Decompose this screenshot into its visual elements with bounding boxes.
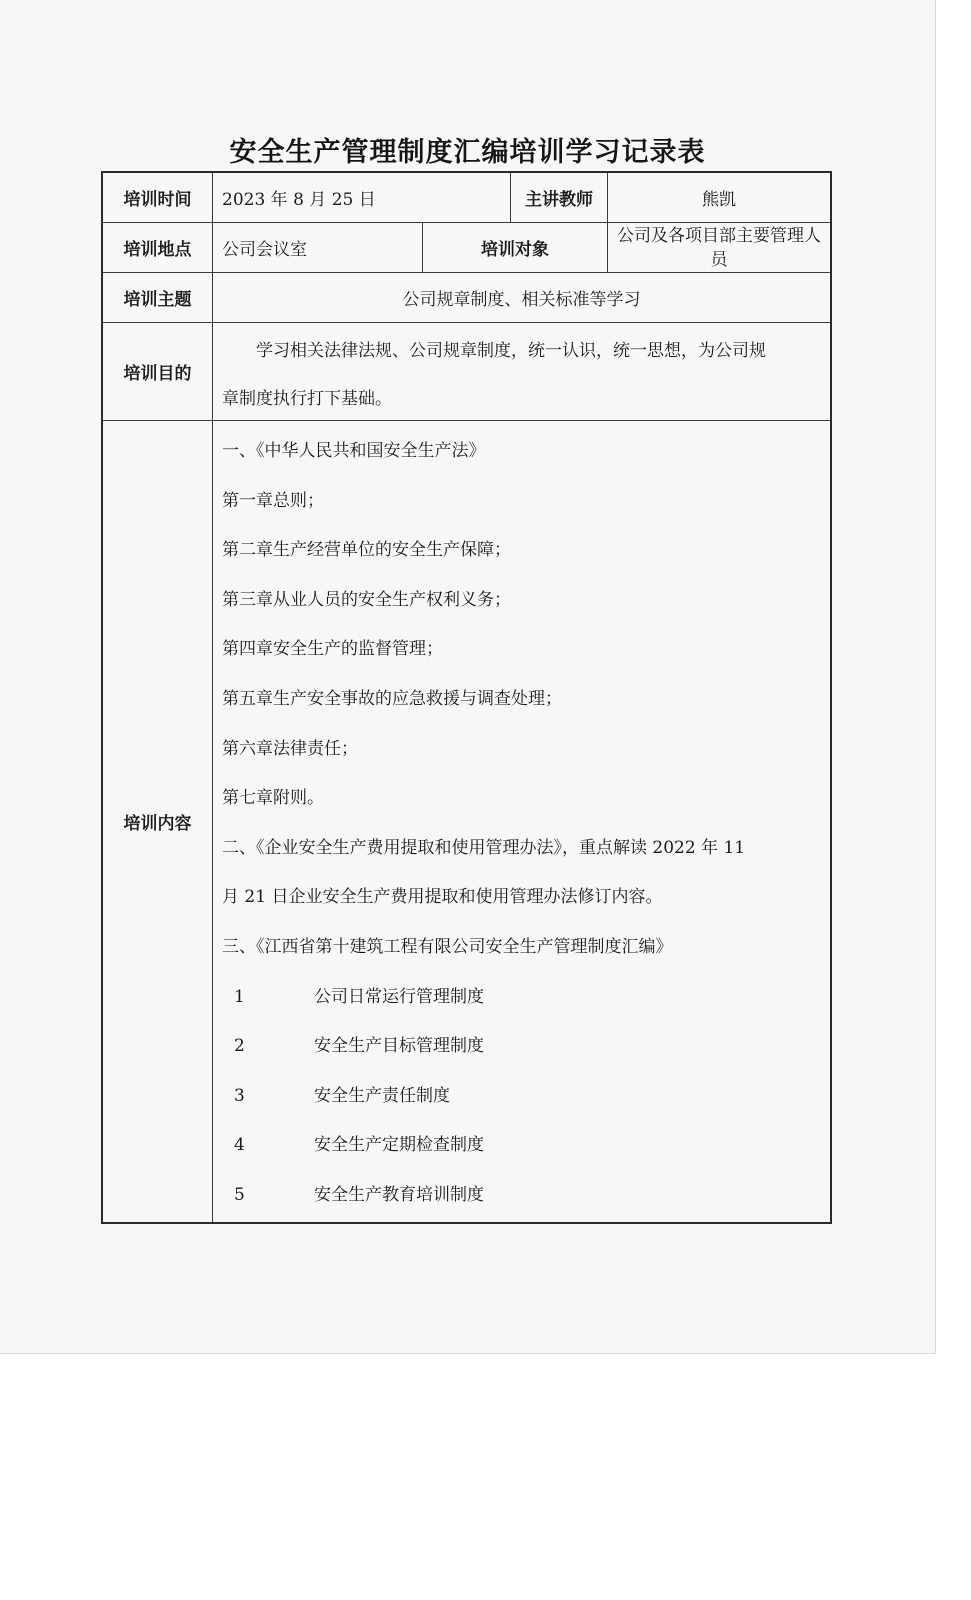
regulation-item-text: 安全生产教育培训制度 [314, 1184, 484, 1205]
training-topic-value: 公司规章制度、相关标准等学习 [213, 273, 830, 323]
content-line: 第二章生产经营单位的安全生产保障； [222, 540, 511, 561]
content-line: 第三章从业人员的安全生产权利义务； [222, 589, 511, 610]
training-purpose-label: 培训目的 [103, 323, 213, 421]
regulation-item [222, 1171, 830, 1221]
regulation-item [222, 1121, 830, 1171]
training-place-label: 培训地点 [103, 223, 213, 273]
regulation-item-number: 5 [234, 1184, 245, 1205]
regulation-item [222, 1022, 830, 1072]
purpose-line: 学习相关法律法规、公司规章制度，统一认识，统一思想，为公司规 [256, 341, 766, 361]
content-line: 月 21 日企业安全生产费用提取和使用管理办法修订内容。 [222, 887, 663, 908]
content-line: 一、《中华人民共和国安全生产法》 [222, 441, 486, 461]
training-time-label: 培训时间 [103, 173, 213, 223]
training-topic-label: 培训主题 [103, 273, 213, 323]
content-line: 三、《江西省第十建筑工程有限公司安全生产管理制度汇编》 [222, 936, 673, 957]
training-time-value: 2023 年 8 月 25 日 [213, 173, 511, 223]
regulation-item-text: 公司日常运行管理制度 [314, 986, 484, 1007]
regulation-item-number: 2 [234, 1036, 245, 1057]
regulation-item-text: 安全生产定期检查制度 [314, 1135, 484, 1156]
training-record-table [101, 171, 832, 1224]
training-content-label: 培训内容 [103, 421, 213, 1222]
regulation-item [222, 973, 830, 1023]
training-content-value [213, 421, 830, 1222]
content-line: 第五章生产安全事故的应急救援与调查处理； [222, 688, 562, 709]
regulation-item-number: 1 [234, 986, 245, 1007]
training-purpose-value [213, 323, 830, 421]
content-line: 二、《企业安全生产费用提取和使用管理办法》，重点解读 2022 年 11 [222, 837, 746, 858]
training-place-value: 公司会议室 [213, 223, 423, 273]
content-line: 第一章总则； [222, 490, 324, 511]
document-title: 安全生产管理制度汇编培训学习记录表 [229, 137, 706, 168]
training-target-label: 培训对象 [423, 223, 608, 273]
regulation-item-text: 安全生产目标管理制度 [314, 1036, 484, 1057]
regulation-item-number: 3 [234, 1085, 245, 1106]
regulation-item-text: 安全生产责任制度 [314, 1085, 450, 1106]
content-line: 第四章安全生产的监督管理； [222, 639, 443, 660]
content-line: 第六章法律责任； [222, 738, 358, 759]
regulation-item-number: 4 [234, 1135, 245, 1156]
training-target-value: 公司及各项目部主要管理人员 [608, 223, 830, 273]
teacher-value: 熊凯 [608, 173, 830, 223]
teacher-label: 主讲教师 [511, 173, 608, 223]
purpose-line: 章制度执行打下基础。 [222, 389, 392, 409]
content-line: 第七章附则。 [222, 788, 324, 809]
regulation-item [222, 1072, 830, 1122]
